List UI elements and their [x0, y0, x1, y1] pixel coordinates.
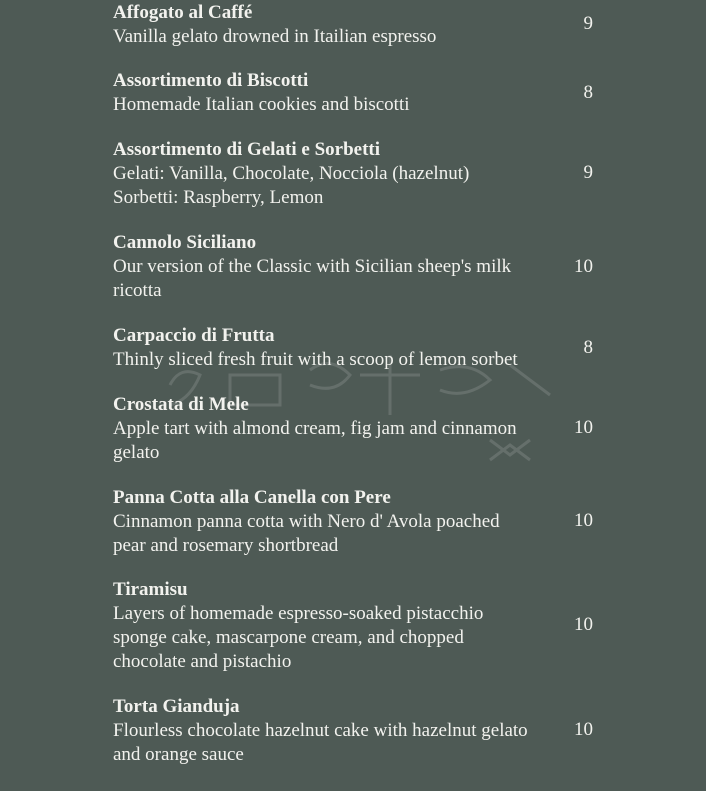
item-description-line: ricotta: [113, 280, 162, 301]
item-name: Assortimento di Gelati e Sorbetti: [113, 139, 381, 160]
item-name: Torta Gianduja: [113, 696, 240, 717]
item-description-line: Flourless chocolate hazelnut cake with hazelnut gelato: [113, 720, 528, 741]
item-price: 10: [574, 719, 593, 740]
item-name: Affogato al Caffé: [113, 2, 253, 23]
item-description-line: sponge cake, mascarpone cream, and chopped: [113, 627, 464, 648]
item-price: 10: [574, 417, 593, 438]
menu-item-crostata: [113, 393, 603, 465]
item-price: 10: [574, 510, 593, 531]
item-price: 9: [583, 162, 593, 183]
item-name: Tiramisu: [113, 579, 188, 600]
item-name: Crostata di Mele: [113, 394, 249, 415]
item-price: 8: [583, 82, 593, 103]
item-description: [113, 348, 568, 372]
item-description: [113, 162, 568, 210]
item-description-line: Cinnamon panna cotta with Nero d' Avola poached: [113, 511, 500, 532]
menu-item-carpaccio: [113, 324, 603, 372]
item-name: Assortimento di Biscotti: [113, 70, 309, 91]
item-description: [113, 510, 568, 558]
item-description-line: and orange sauce: [113, 744, 244, 765]
item-description-line: chocolate and pistachio: [113, 651, 292, 672]
menu-item-tiramisu: [113, 578, 603, 674]
item-description-line: Thinly sliced fresh fruit with a scoop of lemon sorbet: [113, 349, 518, 370]
item-description: [113, 93, 568, 117]
item-description: [113, 255, 568, 303]
menu-item-biscotti: [113, 69, 603, 117]
item-name: Panna Cotta alla Canella con Pere: [113, 487, 391, 508]
menu-item-affogato: [113, 1, 603, 49]
item-description: [113, 719, 568, 767]
menu-item-torta-gianduja: [113, 695, 603, 767]
item-description: [113, 25, 568, 49]
item-name: Cannolo Siciliano: [113, 232, 257, 253]
item-description-line: pear and rosemary shortbread: [113, 535, 339, 556]
item-description-line: Layers of homemade espresso-soaked pistacchio: [113, 603, 484, 624]
item-description-line: Sorbetti: Raspberry, Lemon: [113, 187, 324, 208]
item-description: [113, 602, 568, 674]
item-description-line: Apple tart with almond cream, fig jam and cinnamon: [113, 418, 517, 439]
item-price: 8: [583, 337, 593, 358]
menu-item-cannolo: [113, 231, 603, 303]
item-description-line: gelato: [113, 442, 160, 463]
item-description: [113, 417, 568, 465]
menu-item-panna-cotta: [113, 486, 603, 558]
item-description-line: Our version of the Classic with Sicilian sheep's milk: [113, 256, 512, 277]
item-name: Carpaccio di Frutta: [113, 325, 275, 346]
item-description-line: Homemade Italian cookies and biscotti: [113, 94, 410, 115]
item-price: 10: [574, 614, 593, 635]
item-description-line: Vanilla gelato drowned in Itailian espresso: [113, 26, 437, 47]
item-description-line: Gelati: Vanilla, Chocolate, Nocciola (hazelnut): [113, 163, 470, 184]
item-price: 9: [583, 13, 593, 34]
item-price: 10: [574, 256, 593, 277]
menu-item-gelati-sorbetti: [113, 138, 603, 210]
